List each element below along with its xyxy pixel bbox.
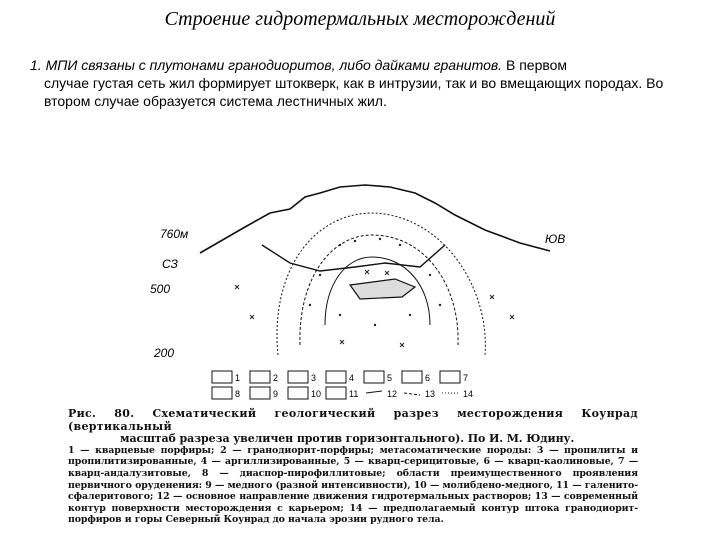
label-500: 500 (150, 282, 171, 296)
legend-row (212, 371, 473, 399)
legend-4: 4 (349, 373, 355, 383)
legend-6: 6 (425, 373, 431, 383)
legend-5: 5 (387, 373, 393, 383)
figure-caption (68, 408, 638, 526)
body-paragraph (30, 56, 700, 110)
surface-contour (200, 185, 550, 253)
legend-14: 14 (463, 389, 474, 399)
legend-12: 12 (387, 389, 398, 399)
legend-1: 1 (235, 373, 241, 383)
slide-title: Строение гидротермальных месторождений (164, 8, 556, 30)
label-se: ЮВ (545, 232, 566, 246)
legend-8: 8 (235, 389, 241, 399)
legend-7: 7 (463, 373, 469, 383)
caption-body: 1 — кварцевые порфиры; 2 — гранодиорит-порфиры; метасоматические породы: 3 — пропилиты и пропилитизированные, 4 — аргиллизированные, 5 — кварц-серицитовые, 6 — кварц-каолиновые, 7 — кварц-андалузитовые, 8 — диаспор-пирофиллитовые; области преимущественного проявления первичного оруденения: 9 — медного (разной интенсивности), 10 — молибдено-медного, 11 — галенито-сфалеритового; 12 — основное направление движения гидротермальных растворов; 13 — современный контур поверхности месторождения с карьером; 14 — предполагаемый контур штока гранодиорит-порфиров и горы Северный Коунрад до начала эрозии рудного тела. (68, 444, 638, 526)
caption-head: Рис. 80. Схематический геологический разрез месторождения Коунрад (вертикальный (68, 407, 638, 433)
label-nw: СЗ (162, 257, 178, 271)
legend-3: 3 (311, 373, 317, 383)
mine-pit (262, 245, 445, 271)
caption-sub: масштаб разреза увеличен против горизонтального). По И. М. Юдину. (120, 432, 575, 446)
legend-11: 11 (349, 389, 359, 399)
legend-2: 2 (273, 373, 279, 383)
label-760: 760м (160, 227, 189, 241)
legend-13: 13 (425, 389, 436, 399)
point-lead: 1. МПИ связаны с плутонами гранодиоритов, либо дайками гранитов. (30, 57, 503, 73)
label-200: 200 (154, 346, 175, 360)
geological-section-figure (140, 175, 580, 405)
point-rest-2: случае густая сеть жил формирует штокверк, как в интрузии, так и во вмещающих породах. Во втором случае образуется система лестничных жил. (44, 75, 664, 109)
legend-9: 9 (273, 389, 279, 399)
ore-core (350, 279, 415, 299)
legend-10: 10 (311, 389, 322, 399)
point-rest-1: В первом (502, 57, 568, 73)
